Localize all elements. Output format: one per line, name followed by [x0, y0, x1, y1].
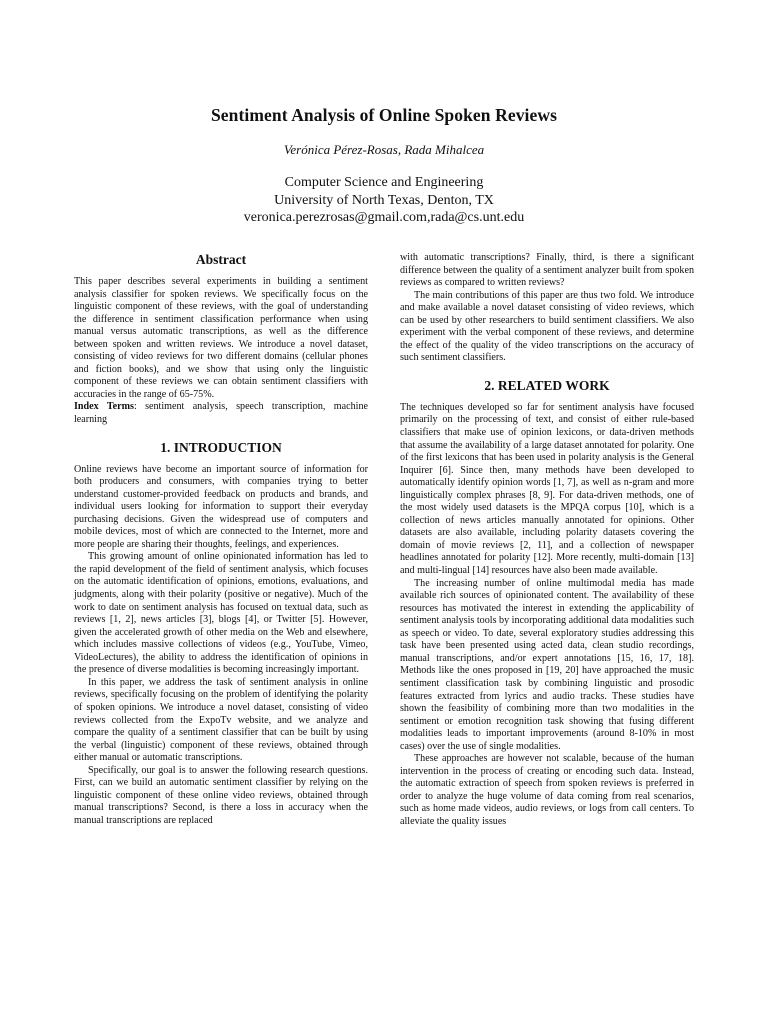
- affiliation-emails: veronica.perezrosas@gmail.com,rada@cs.unt.edu: [243, 210, 525, 225]
- related-paragraph-1: The techniques developed so far for sentiment analysis have focused primarily on the processing of text, and consist of either rule-based classifiers that make use of opinion lexicons, or data-driven methods that assume the availability of a large dataset annotated for polarity. One of the first lexicons that has been used in polarity analysis is the General Inquirer [6]. Since then, many methods have been developed to automatically identify opinion words [1, 7], as well as n-gram and more linguistically complex phrases [8, 9]. For data-driven methods, one of the most widely used datasets is the MPQA corpus [10], which is a collection of news articles manually annotated for opinions. Other datasets are also available, including polarity datasets covering the domain of movie reviews [2, 11], and a collection of newspaper headlines annotated for polarity [12]. More recently, multi-domain [13] and multi-lingual [14] resources have also been made available.: [400, 401, 694, 577]
- related-paragraph-3: These approaches are however not scalable, because of the human intervention in the process of creating or encoding such data. Instead, the automatic extraction of speech from spoken reviews is preferred in order to analyze the huge volume of data coming from real scenarios, such as home made videos, audio reviews, or logs from call centers. To alleviate the quality issues: [400, 753, 694, 827]
- affiliation-department: Computer Science and Engineering: [284, 175, 484, 190]
- paper-authors: Verónica Pérez-Rosas, Rada Mihalcea: [283, 142, 485, 157]
- abstract-text: This paper describes several experiments in building a sentiment analysis classifier for spoken reviews. We specifically focus on the linguistic component of these reviews, with the goal of understanding the difference in sentiment classification performance when using manual versus automatic transcriptions, as well as the difference between spoken and written reviews. We introduce a novel dataset, consisting of video reviews for two different domains (cellular phones and fiction books), and we show that using only the linguistic component of these reviews we can obtain sentiment classifiers with accuracies in the range of 65-75%.: [74, 276, 368, 400]
- affiliation-block: [0, 174, 768, 227]
- related-paragraph-2: The increasing number of online multimodal media has made available rich sources of opinionated content. The availability of these resources has motivated the interest in extending the applicability of sentiment analysis tools by incorporating additional data modalities such as speech or video. To date, several exploratory studies addressing this task have been presented using acted data, clean studio recordings, manual transcriptions, and/or expert annotations [15, 16, 17, 18]. Methods like the ones proposed in [19, 20] have approached the music sentiment classification task by combining linguistic and prosodic features extracted from lyrics and audio tracks. These studies have shown the feasibility of combining more than two modalities in the sentiment or emotion recognition task showing that fusing different modalities leads to important improvements (around 8-10% in most cases) over the use of single modalities.: [400, 577, 694, 752]
- intro-paragraph-2: This growing amount of online opinionated information has led to the rapid development of the field of sentiment analysis, which focuses on the automatic identification of opinions, emotions, evaluations, and judgments, along with their polarity (positive or negative). Much of the work to date on sentiment analysis has focused on textual data, such as reviews [1, 2], news articles [3], blogs [4], or Twitter [5]. However, given the accelerated growth of other media on the Web and elsewhere, which includes massive collections of videos (e.g., YouTube, Vimeo, VideoLectures), the ability to address the identification of opinions in the presence of diverse modalities is becoming increasingly important.: [74, 551, 368, 676]
- intro-paragraph-3: In this paper, we address the task of sentiment analysis in online reviews, specifically focusing on the problem of identifying the polarity of spoken opinions. We introduce a novel dataset, consisting of video reviews collected from the ExpoTv website, and we analyze and compare the quality of a sentiment classifier that can be built by using the verbal (linguistic) component of these reviews, obtained through either manual or automatic transcriptions.: [74, 676, 368, 764]
- index-terms-label: Index Terms: [74, 401, 134, 413]
- intro-contributions: The main contributions of this paper are thus two fold. We introduce and make available a novel dataset consisting of video reviews, which can be used by other researchers to build sentiment classifiers. We also experiment with the verbal component of these reviews, and determine the effect of the quality of the video transcriptions on the accuracy of such sentiment classifiers.: [400, 289, 694, 364]
- abstract-heading: Abstract: [195, 252, 247, 267]
- left-column: [74, 252, 368, 827]
- related-work-heading: 2. RELATED WORK: [484, 377, 610, 393]
- paper-title: Sentiment Analysis of Online Spoken Reviews: [210, 105, 558, 125]
- right-column: [400, 252, 694, 829]
- introduction-heading: 1. INTRODUCTION: [160, 439, 282, 455]
- affiliation-university: University of North Texas, Denton, TX: [274, 192, 494, 208]
- intro-paragraph-1: Online reviews have become an important source of information for both producers and consumers, with companies trying to better understand customer-provided feedback on products and brands, and individual users looking for information to support their everyday purchasing decisions. Given the widespread use of computers and mobile devices, most of which are connected to the Internet, more and more people are sharing their thoughts, feelings, and experiences.: [74, 463, 368, 550]
- intro-continuation: with automatic transcriptions? Finally, third, is there a significant difference between the quality of a sentiment analyzer built from spoken reviews as compared to written reviews?: [400, 252, 694, 289]
- intro-paragraph-4: Specifically, our goal is to answer the following research questions. First, can we build an automatic sentiment classifier by relying on the linguistic component of these online video reviews, obtained through manual transcriptions? Second, is there a loss in accuracy when the manual transcriptions are replaced: [74, 764, 368, 826]
- index-terms-text: : sentiment analysis, speech transcription, machine learning: [74, 401, 368, 426]
- index-terms: [74, 401, 368, 426]
